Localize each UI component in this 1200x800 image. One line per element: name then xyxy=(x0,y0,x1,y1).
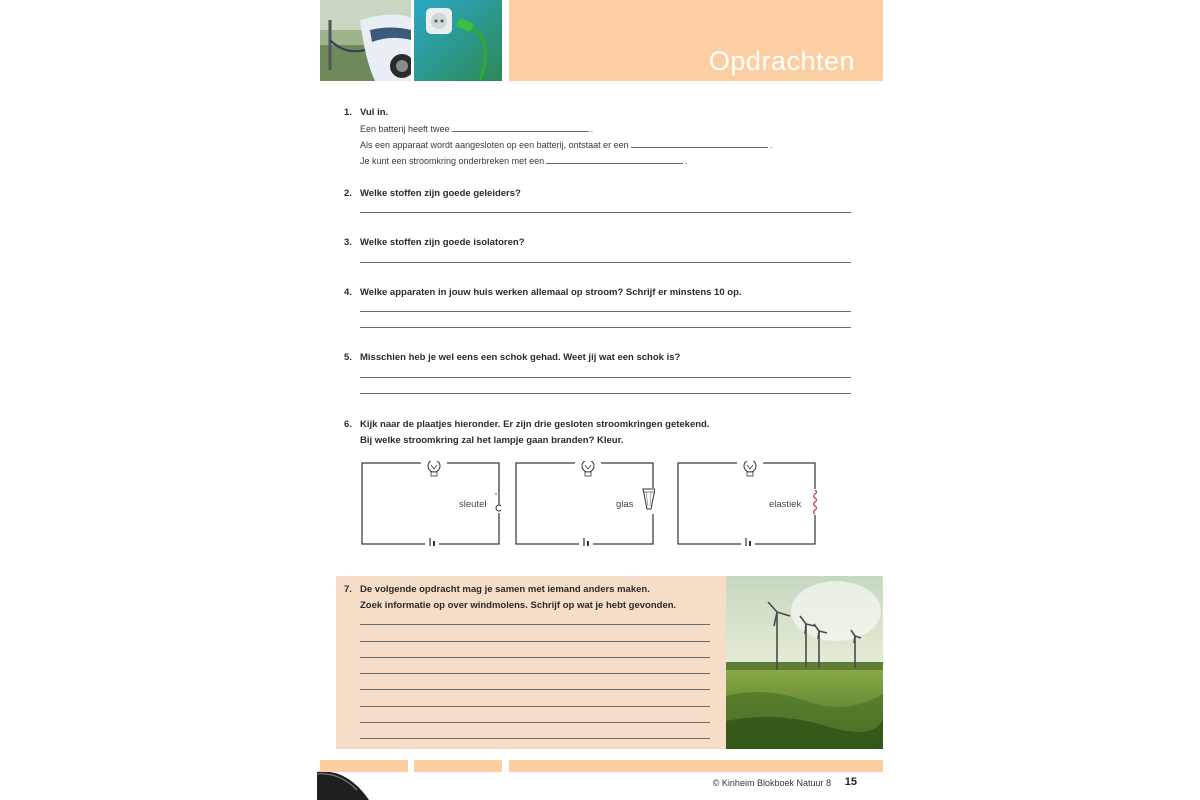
answer-line[interactable] xyxy=(360,673,710,674)
power-plug-photo xyxy=(414,0,502,81)
q1-line1-text: Een batterij heeft twee xyxy=(360,124,450,134)
circuit-sleutel[interactable] xyxy=(361,461,501,546)
answer-line[interactable] xyxy=(360,327,851,328)
answer-line[interactable] xyxy=(360,641,710,642)
question-6-line-2: Bij welke stroomkring zal het lampje gaan branden? Kleur. xyxy=(360,435,624,446)
question-7-number: 7. xyxy=(344,584,352,595)
question-7-line-1: De volgende opdracht mag je samen met iemand anders maken. xyxy=(360,584,650,595)
answer-line[interactable] xyxy=(360,262,851,263)
period: . xyxy=(769,140,773,150)
answer-line[interactable] xyxy=(360,657,710,658)
answer-line[interactable] xyxy=(360,311,851,312)
question-5-number: 5. xyxy=(344,352,352,363)
question-2-text: Welke stoffen zijn goede geleiders? xyxy=(360,188,521,199)
question-2-number: 2. xyxy=(344,188,352,199)
question-7-box xyxy=(336,576,726,749)
footer-accent-strip xyxy=(320,760,408,772)
question-6-number: 6. xyxy=(344,419,352,430)
circuit-elastiek[interactable] xyxy=(677,461,817,546)
question-4-number: 4. xyxy=(344,287,352,298)
page-number: 15 xyxy=(844,776,857,788)
light-bulb-icon xyxy=(428,461,440,476)
q1-line2-text: Als een apparaat wordt aangesloten op een batterij, ontstaat er een xyxy=(360,140,629,150)
question-4-text: Welke apparaten in jouw huis werken allemaal op stroom? Schrijf er minstens 10 op. xyxy=(360,287,742,298)
circuit-label: sleutel xyxy=(459,499,487,510)
question-7-line-2: Zoek informatie op over windmolens. Schrijf op wat je hebt gevonden. xyxy=(360,600,677,611)
light-bulb-icon xyxy=(582,461,594,476)
period: . xyxy=(685,156,688,166)
light-bulb-icon xyxy=(744,461,756,476)
worksheet-page xyxy=(317,0,883,800)
answer-line[interactable] xyxy=(360,624,710,625)
circuit-label: elastiek xyxy=(769,499,802,510)
question-1-line-3 xyxy=(360,155,688,166)
question-3-number: 3. xyxy=(344,237,352,248)
question-1-number: 1. xyxy=(344,107,352,118)
page-title: Opdrachten xyxy=(708,46,855,76)
question-3-text: Welke stoffen zijn goede isolatoren? xyxy=(360,237,525,248)
q1-line3-text: Je kunt een stroomkring onderbreken met een xyxy=(360,156,545,166)
fill-in-blank[interactable] xyxy=(546,155,683,164)
answer-line[interactable] xyxy=(360,212,851,213)
circuit-glas[interactable] xyxy=(515,461,655,546)
question-1-prompt: Vul in. xyxy=(360,107,389,118)
answer-line[interactable] xyxy=(360,393,851,394)
answer-line[interactable] xyxy=(360,722,710,723)
answer-line[interactable] xyxy=(360,706,710,707)
circuit-label: glas xyxy=(616,499,634,510)
fill-in-blank[interactable] xyxy=(452,123,589,132)
question-1-line-1 xyxy=(360,123,593,134)
period: . xyxy=(590,124,594,134)
answer-line[interactable] xyxy=(360,377,851,378)
footer-accent-strip xyxy=(414,760,502,772)
footer-copyright: © Kinheim Blokboek Natuur 8 xyxy=(712,778,831,788)
question-5-text: Misschien heb je wel eens een schok gehad. Weet jij wat een schok is? xyxy=(360,352,681,363)
answer-line[interactable] xyxy=(360,689,710,690)
title-band xyxy=(509,0,883,81)
wind-turbines-photo xyxy=(726,576,883,749)
footer-accent-strip xyxy=(509,760,883,772)
question-1-line-2 xyxy=(360,139,772,150)
question-6-line-1: Kijk naar de plaatjes hieronder. Er zijn drie gesloten stroomkringen getekend. xyxy=(360,419,710,430)
fill-in-blank[interactable] xyxy=(631,139,768,148)
ev-charging-photo xyxy=(320,0,411,81)
answer-line[interactable] xyxy=(360,738,710,739)
